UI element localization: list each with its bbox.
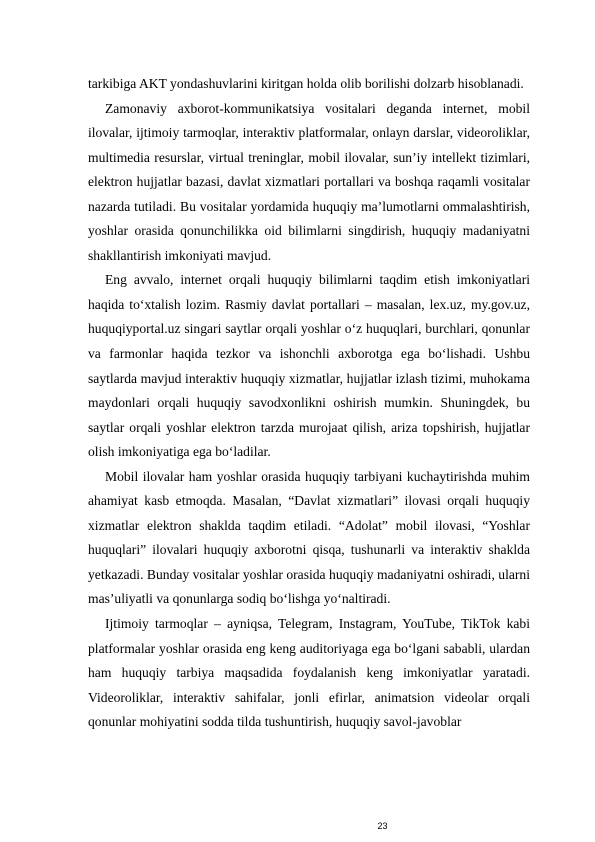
page-body [88, 72, 530, 735]
page-number: 23 [377, 821, 388, 831]
paragraph-internet-portals: Eng avvalo, internet orqali huquqiy bilimlarni taqdim etish imkoniyatlari haqida to‘xtalish lozim. Rasmiy davlat portallari – masalan, lex.uz, my.gov.uz, huquqiyportal.uz singari saytlar orqali yoshlar o‘z huquqlari, burchlari, qonunlar va farmonlar haqida tezkor va ishonchli axborotga ega bo‘lishadi. Ushbu saytlarda mavjud interaktiv huquqiy xizmatlar, hujjatlar izlash tizimi, muhokama maydonlari orqali huquqiy savodxonlikni oshirish mumkin. Shuningdek, bu saytlar orqali yoshlar elektron tarzda murojaat qilish, ariza topshirish, hujjatlar olish imkoniyatiga ega bo‘ladilar. [88, 272, 530, 460]
paragraph-ict-tools: Zamonaviy axborot-kommunikatsiya vositalari deganda internet, mobil ilovalar, ijtimoiy tarmoqlar, interaktiv platformalar, onlayn darslar, videoroliklar, multimedia resurslar, virtual treninglar, mobil ilovalar, sun’iy intellekt tizimlari, elektron hujjatlar bazasi, davlat xizmatlari portallari va boshqa raqamli vositalar nazarda tutiladi. Bu vositalar yordamida huquqiy ma’lumotlarni ommalashtirish, yoshlar orasida qonunchilikka oid bilimlarni singdirish, huquqiy madaniyatni shakllantirish imkoniyati mavjud. [88, 100, 530, 263]
paragraph-social-networks: Ijtimoiy tarmoqlar – ayniqsa, Telegram, Instagram, YouTube, TikTok kabi platformalar yoshlar orasida eng keng auditoriyaga ega bo‘lgani sababli, ulardan ham huquqiy tarbiya maqsadida foydalanish keng imkoniyatlar yaratadi. Videoroliklar, interaktiv sahifalar, jonli efirlar, animatsion videolar orqali qonunlar mohiyatini sodda tilda tushuntirish, huquqiy savol-javoblar [88, 616, 530, 730]
paragraph-continuation: tarkibiga AKT yondashuvlarini kiritgan holda olib borilishi dolzarb hisoblanadi. [88, 76, 524, 91]
paragraph-mobile-apps: Mobil ilovalar ham yoshlar orasida huquqiy tarbiyani kuchaytirishda muhim ahamiyat kasb etmoqda. Masalan, “Davlat xizmatlari” ilovasi orqali huquqiy xizmatlar elektron shaklda taqdim etiladi. “Adolat” mobil ilovasi, “Yoshlar huquqlari” ilovalari huquqiy axborotni qisqa, tushunarli va interaktiv shaklda yetkazadi. Bunday vositalar yoshlar orasida huquqiy madaniyatni oshiradi, ularni mas’uliyatli va qonunlarga sodiq bo‘lishga yo‘naltiradi. [88, 468, 530, 607]
